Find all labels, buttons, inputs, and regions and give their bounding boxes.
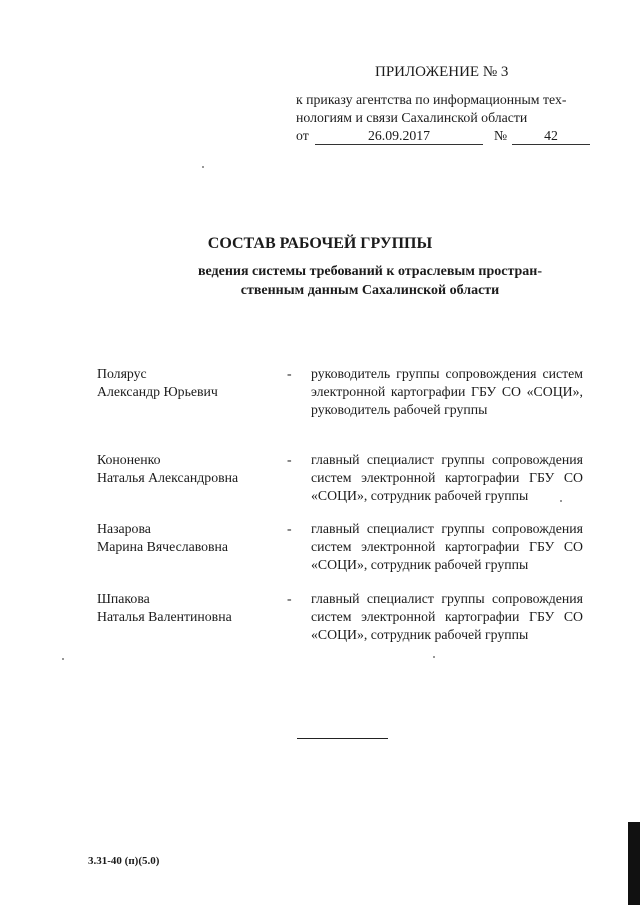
member-name (97, 520, 228, 556)
order-date: 26.09.2017 (315, 128, 483, 145)
member-name (97, 365, 218, 401)
member-given-names: Александр Юрьевич (97, 384, 218, 399)
member-surname: Шпакова (97, 591, 150, 606)
scan-speck (62, 658, 64, 660)
subtitle-line-1: ведения системы требований к отраслевым простран- (197, 264, 543, 279)
member-surname: Кононенко (97, 452, 161, 467)
member-role: главный специалист группы сопровождения систем электронной картографии ГБУ СО «СОЦИ», сотрудник рабочей группы (311, 591, 583, 642)
member-dash: - (287, 366, 292, 381)
closing-rule (297, 738, 388, 739)
number-prefix: № (494, 128, 508, 143)
scan-speck (202, 166, 204, 168)
member-role: главный специалист группы сопровождения систем электронной картографии ГБУ СО «СОЦИ», сотрудник рабочей группы (311, 452, 583, 503)
member-dash: - (287, 452, 292, 467)
member-dash: - (287, 521, 292, 536)
member-dash: - (287, 591, 292, 606)
member-name (97, 451, 238, 487)
scan-edge-mark (628, 822, 640, 905)
member-name (97, 590, 232, 626)
date-prefix: от (296, 128, 309, 143)
subtitle-line-2: ственным данным Сахалинской области (240, 283, 500, 298)
document-title: СОСТАВ РАБОЧЕЙ ГРУППЫ (207, 235, 433, 252)
order-reference-line-2: нологиям и связи Сахалинской области (296, 110, 528, 125)
member-role: руководитель группы сопровождения систем электронной картографии ГБУ СО «СОЦИ», руководитель рабочей группы (311, 366, 583, 417)
member-given-names: Марина Вячеславовна (97, 539, 229, 554)
member-given-names: Наталья Валентиновна (97, 609, 232, 624)
member-surname: Полярус (97, 366, 147, 381)
footer-code: 3.31-40 (п)(5.0) (88, 855, 160, 867)
order-reference-line-1: к приказу агентства по информационным тех- (296, 92, 567, 107)
scan-speck (560, 500, 562, 502)
appendix-title: ПРИЛОЖЕНИЕ № 3 (375, 64, 509, 80)
member-given-names: Наталья Александровна (97, 470, 239, 485)
order-number: 42 (512, 128, 590, 145)
member-role: главный специалист группы сопровождения систем электронной картографии ГБУ СО «СОЦИ», сотрудник рабочей группы (311, 521, 583, 572)
scan-speck (433, 656, 435, 658)
document-subtitle (150, 262, 590, 300)
member-surname: Назарова (97, 521, 151, 536)
